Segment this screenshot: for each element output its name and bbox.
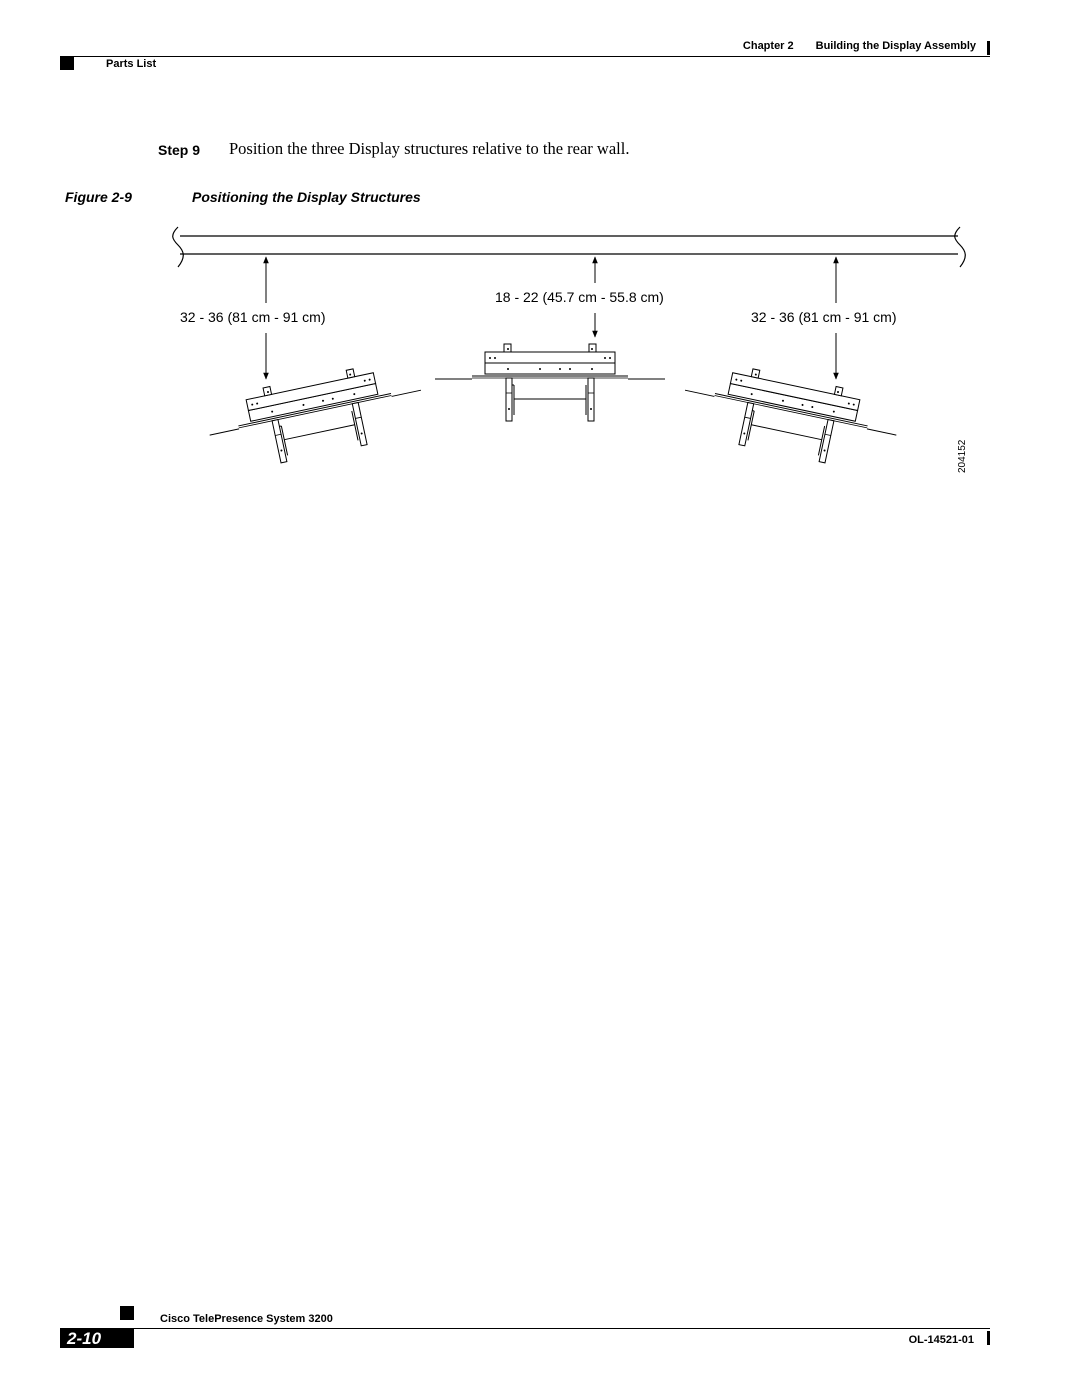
art-id-label: 204152 xyxy=(957,439,968,473)
header-chapter: Chapter 2 Building the Display Assembly xyxy=(742,40,976,52)
footer-rule xyxy=(60,1328,990,1329)
header-square-marker xyxy=(60,56,74,70)
figure-title: Positioning the Display Structures xyxy=(192,189,421,205)
document-id: OL-14521-01 xyxy=(908,1334,974,1346)
header-rule xyxy=(60,56,990,57)
header-bar xyxy=(987,41,990,55)
header-section: Parts List xyxy=(106,58,157,70)
figure-number: Figure 2-9 xyxy=(65,189,132,205)
display-positioning-diagram xyxy=(150,215,990,490)
page-number: 2-10 xyxy=(67,1329,102,1348)
rear-wall xyxy=(173,227,966,267)
footer-product: Cisco TelePresence System 3200 xyxy=(160,1313,333,1325)
right-distance-label: 32 - 36 (81 cm - 91 cm) xyxy=(751,309,897,325)
display-structure-center xyxy=(435,344,665,421)
step-label: Step 9 xyxy=(158,142,201,158)
center-distance-label: 18 - 22 (45.7 cm - 55.8 cm) xyxy=(495,289,664,305)
display-structure-left xyxy=(202,356,429,476)
left-distance-label: 32 - 36 (81 cm - 91 cm) xyxy=(180,309,326,325)
footer-bar xyxy=(987,1331,990,1345)
display-structure-right xyxy=(676,356,903,476)
footer-square-marker xyxy=(120,1306,134,1320)
step-text: Position the three Display structures relative to the rear wall. xyxy=(229,139,630,158)
